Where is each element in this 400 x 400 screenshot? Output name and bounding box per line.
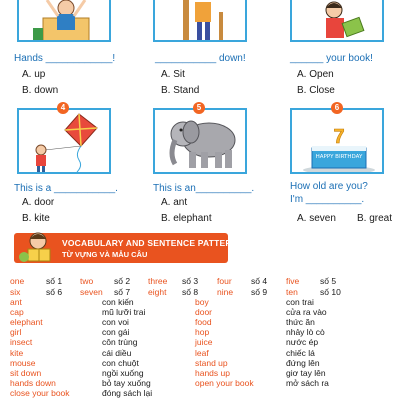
- option-2a[interactable]: A. Sit: [161, 69, 185, 80]
- vocab-word: boy: [195, 297, 209, 307]
- option-6a[interactable]: A. seven: [297, 213, 336, 224]
- vocab-meaning: côn trùng: [102, 337, 138, 348]
- question-6-line2: I'm __________.: [290, 194, 365, 205]
- birthday-cake-image: [292, 110, 384, 174]
- number-meaning: số 3: [182, 276, 199, 286]
- boy-hands-up-image: [19, 0, 111, 42]
- question-6-line1: How old are you?: [290, 181, 368, 192]
- vocab-meaning: nhảy lò cò: [286, 327, 325, 338]
- number-word: six: [10, 287, 21, 297]
- number-meaning: số 1: [46, 276, 63, 286]
- vocab-meaning: cửa ra vào: [286, 307, 327, 318]
- number-word: one: [10, 276, 25, 286]
- question-1: Hands ____________!: [14, 53, 116, 64]
- number-word: ten: [286, 287, 298, 297]
- number-meaning: số 10: [320, 287, 341, 297]
- vocab-meaning: con trai: [286, 297, 314, 307]
- vocab-meaning: cái diều: [102, 347, 132, 358]
- vocab-word: stand up: [195, 357, 228, 368]
- question-5: This is an__________.: [153, 183, 255, 194]
- option-5a[interactable]: A. ant: [161, 197, 188, 208]
- question-3: ______ your book!: [290, 53, 373, 64]
- number-meaning: số 5: [320, 276, 337, 286]
- vocab-word: girl: [10, 327, 22, 338]
- girl-reading-book-image: [292, 0, 384, 42]
- vocab-meaning: nước ép: [286, 337, 319, 348]
- vocab-word: kite: [10, 347, 24, 358]
- question-2: ___________ down!: [155, 53, 246, 64]
- reading-child-icon: [16, 229, 58, 265]
- vocab-meaning: con voi: [102, 317, 129, 328]
- number-word: seven: [80, 287, 103, 297]
- vocab-meaning: chiếc lá: [286, 347, 315, 358]
- vocab-meaning: đứng lên: [286, 357, 320, 368]
- vocabulary-banner: [14, 233, 244, 263]
- vocab-word: elephant: [10, 317, 43, 328]
- vocab-word: hands up: [195, 367, 230, 378]
- elephant-image: [155, 110, 247, 174]
- kite-image: [19, 110, 111, 174]
- vocab-word: open your book: [195, 377, 254, 388]
- number-word: five: [286, 276, 300, 286]
- vocab-word: close your book: [10, 387, 70, 398]
- vocab-word: sit down: [10, 367, 42, 378]
- number-meaning: số 4: [251, 276, 268, 286]
- number-meaning: số 8: [182, 287, 199, 297]
- vocab-word: cap: [10, 307, 24, 318]
- option-5b[interactable]: B. elephant: [161, 213, 212, 224]
- vocab-meaning: mũ lưỡi trai: [102, 307, 146, 318]
- picture-box-4: [17, 108, 111, 174]
- number-meaning: số 9: [251, 287, 268, 297]
- vocab-word: insect: [10, 337, 33, 348]
- vocab-meaning: con kiến: [102, 297, 134, 307]
- option-4a[interactable]: A. door: [22, 197, 55, 208]
- option-1b[interactable]: B. down: [22, 85, 59, 96]
- number-word: three: [148, 276, 168, 286]
- picture-box-5: [153, 108, 247, 174]
- exercise-number-6: 6: [331, 102, 343, 114]
- option-4b[interactable]: B. kite: [22, 213, 50, 224]
- exercise-number-5: 5: [193, 102, 205, 114]
- number-word: four: [217, 276, 232, 286]
- vocab-meaning: mở sách ra: [286, 377, 329, 388]
- vocab-word: door: [195, 307, 213, 318]
- number-meaning: số 6: [46, 287, 63, 297]
- option-1a[interactable]: A. up: [22, 69, 46, 80]
- number-word: eight: [148, 287, 167, 297]
- picture-box-6: [290, 108, 384, 174]
- girl-standing-image: [155, 0, 247, 42]
- vocab-word: hop: [195, 327, 210, 338]
- vocab-meaning: bỏ tay xuống: [102, 377, 151, 388]
- vocab-meaning: đóng sách lại: [102, 387, 153, 398]
- option-3a[interactable]: A. Open: [297, 69, 334, 80]
- option-3b[interactable]: B. Close: [297, 85, 335, 96]
- banner-title: VOCABULARY AND SENTENCE PATTERNS: [62, 238, 244, 248]
- vocab-meaning: giơ tay lên: [286, 367, 326, 378]
- vocab-meaning: con chuột: [102, 357, 139, 368]
- option-6b[interactable]: B. great: [357, 213, 393, 224]
- picture-box-2: [153, 0, 247, 42]
- cake-candle-number: 7: [333, 126, 345, 148]
- exercise-number-4: 4: [57, 102, 69, 114]
- vocab-word: ant: [10, 297, 22, 307]
- banner-subtitle: TỪ VỰNG VÀ MẪU CÂU: [62, 250, 148, 259]
- vocab-word: hands down: [10, 377, 56, 388]
- vocab-meaning: con gái: [102, 327, 130, 338]
- vocab-meaning: thức ăn: [286, 317, 315, 328]
- number-meaning: số 7: [114, 287, 131, 297]
- vocab-word: juice: [195, 337, 213, 348]
- vocab-meaning: ngồi xuống: [102, 367, 144, 378]
- option-2b[interactable]: B. Stand: [161, 85, 200, 96]
- number-word: nine: [217, 287, 234, 297]
- picture-box-1: [17, 0, 111, 42]
- number-word: two: [80, 276, 94, 286]
- number-meaning: số 2: [114, 276, 131, 286]
- question-4: This is a ___________.: [14, 183, 118, 194]
- cake-text: HAPPY BIRTHDAY: [315, 154, 363, 160]
- vocab-word: leaf: [195, 347, 209, 358]
- picture-box-3: [290, 0, 384, 42]
- vocab-word: mouse: [10, 357, 36, 368]
- vocab-word: food: [195, 317, 212, 328]
